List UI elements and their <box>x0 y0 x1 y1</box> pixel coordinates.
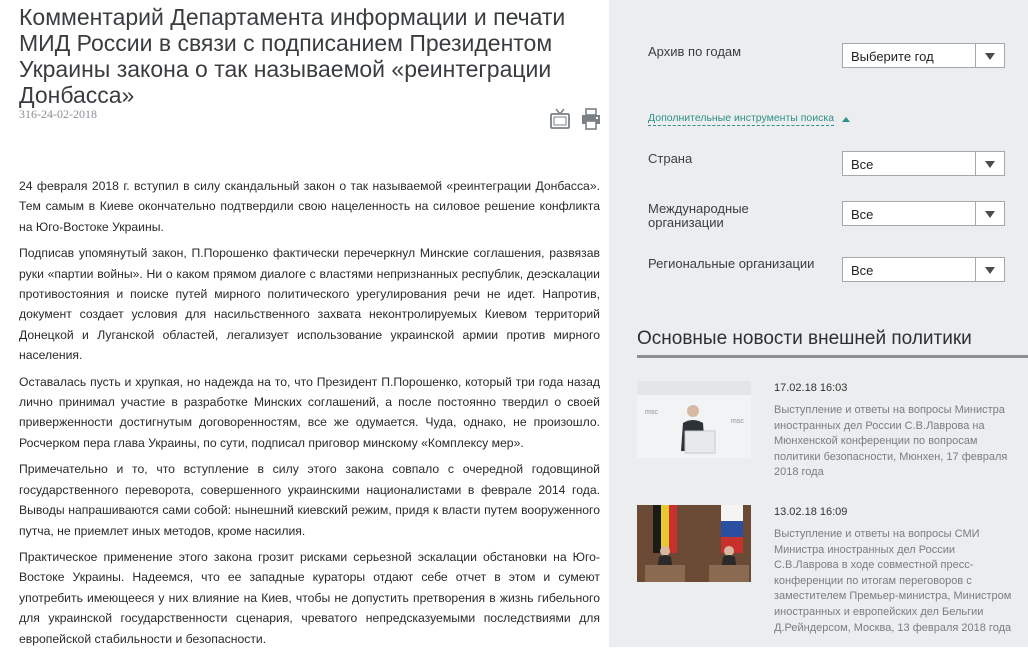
svg-text:msc: msc <box>645 409 658 416</box>
intl-orgs-select[interactable] <box>842 201 1005 226</box>
archive-label: Архив по годам <box>648 44 742 59</box>
chevron-down-icon[interactable] <box>975 258 1004 281</box>
caret-up-icon[interactable] <box>842 117 850 122</box>
printer-icon[interactable] <box>581 108 601 135</box>
intl-orgs-select-value: Все <box>851 207 874 222</box>
tv-icon[interactable] <box>550 108 570 135</box>
country-select[interactable] <box>842 151 1005 176</box>
advanced-search-link[interactable]: Дополнительные инструменты поиска <box>648 112 835 124</box>
regional-orgs-select-value: Все <box>851 263 874 278</box>
news-thumbnail[interactable] <box>637 505 751 582</box>
paragraph: Оставалась пусть и хрупкая, но надежда на то, что Президент П.Порошенко, который три года назад лично принимал участие в разработке Минских соглашений, а после постоянно твердил о своей приверженности достигнутым договоренностям, все же одумается. Чуда, однако, не произошло. Росчерком пера глава Украины, по сути, подписал приговор минскому «Комплексу мер». <box>19 374 600 450</box>
news-date: 13.02.18 16:09 <box>774 506 848 518</box>
news-section-title: Основные новости внешней политики <box>637 328 972 349</box>
chevron-down-icon[interactable] <box>975 152 1004 175</box>
document-number: 316-24-02-2018 <box>19 107 97 121</box>
paragraph: 24 февраля 2018 г. вступил в силу скандальный закон о так называемой «реинтеграции Донбасса». Тем самым в Киеве окончательно подтвердили свою нацеленность на силовое решение конфликта на Юго-Востоке Украины. <box>19 179 600 234</box>
news-link[interactable]: Выступление и ответы на вопросы Министра иностранных дел России С.В.Лаврова на Мюнхенской конференции по вопросам политики безопасности, Мюнхен, 17 февраля 2018 года <box>774 404 1008 479</box>
section-divider <box>637 355 1028 358</box>
chevron-down-icon[interactable] <box>975 44 1004 67</box>
intl-orgs-label: Международные организации <box>648 201 749 230</box>
sidebar <box>609 0 1028 647</box>
news-thumbnail[interactable] <box>637 381 751 458</box>
regional-orgs-select[interactable] <box>842 257 1005 282</box>
paragraph: Практическое применение этого закона грозит рисками серьезной эскалации обстановки на Юго-Востоке Украины. Надеемся, что ее западные кураторы отдают себе отчет в этом и сумеют употребить имеющееся у них влияние на Киев, чтобы не допустить претворения в жизнь гибельного для украинской государственности сценария, чреватого непредсказуемыми последствиями для европейской стабильности и безопасности. <box>19 549 600 646</box>
country-label: Страна <box>648 151 693 166</box>
paragraph: Подписав упомянутый закон, П.Порошенко фактически перечеркнул Минские соглашения, развязав руки «партии войны». Ни о каком прямом диалоге с властями непризнанных республик, деэскалации противостояния и поиске путей мирного политического урегулирования речи не идет. Напротив, документ создает условия для насильственного захвата неконтролируемых Киевом территорий Донецкой и Луганской областей, легализует использование украинской армии против мирного населения. <box>19 246 600 363</box>
country-select-value: Все <box>851 157 874 172</box>
article-body <box>19 176 600 655</box>
svg-text:msc: msc <box>731 418 744 425</box>
year-select-value: Выберите год <box>851 49 934 64</box>
page-title: Комментарий Департамента информации и печати МИД России в связи с подписанием Президентом Украины закона о так называемой «реинтеграции Донбасса» <box>19 4 566 108</box>
news-link[interactable]: Выступление и ответы на вопросы СМИ Министра иностранных дел России С.В.Лаврова в ходе совместной пресс-конференции по итогам переговоров с заместителем Премьер-министра, Министром иностранных и европейских дел Бельгии Д.Рейндерсом, Москва, 13 февраля 2018 года <box>774 528 1012 634</box>
chevron-down-icon[interactable] <box>975 202 1004 225</box>
regional-orgs-label: Региональные организации <box>648 256 815 271</box>
paragraph: Примечательно и то, что вступление в силу этого закона совпало с очередной годовщиной государственного переворота, совершенного украинскими националистами в феврале 2014 года. Выводы напрашиваются сами собой: нынешний киевский режим, придя к власти путем вооруженного путча, не приемлет иных методов, кроме насилия. <box>19 462 600 538</box>
year-select[interactable] <box>842 43 1005 68</box>
news-date: 17.02.18 16:03 <box>774 382 848 394</box>
